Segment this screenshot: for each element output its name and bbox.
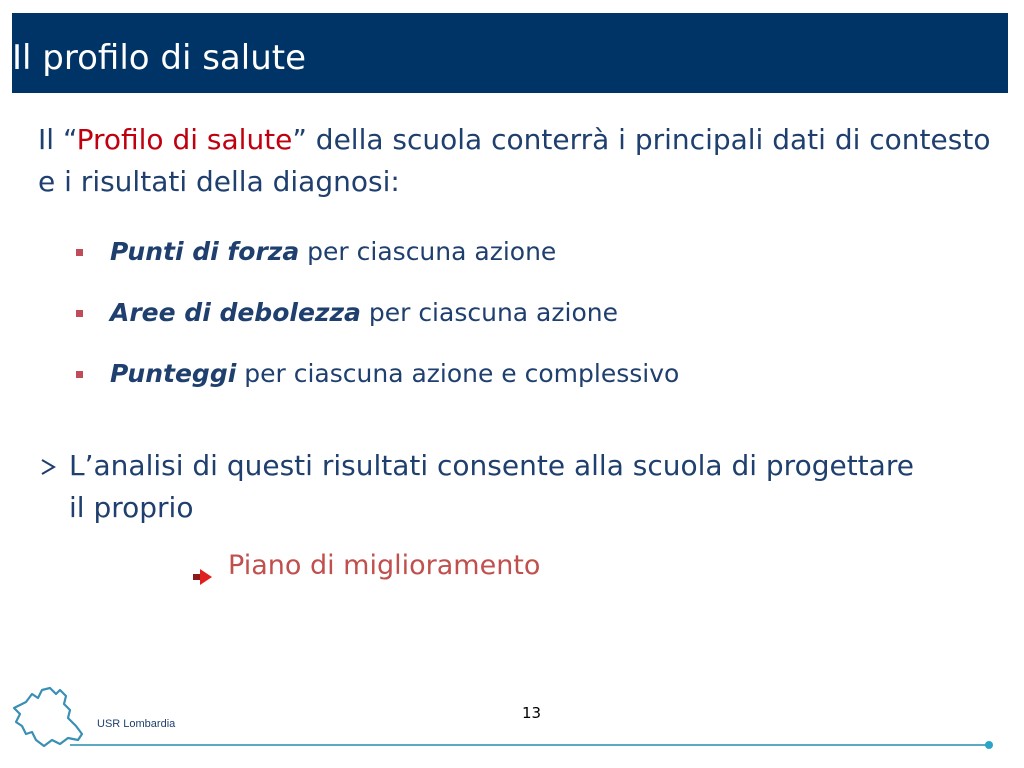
arrowhead-bullet-icon (38, 445, 68, 490)
intro-paragraph (38, 119, 998, 203)
bullet-rest: per ciascuna azione (299, 237, 557, 266)
slide-title: Il profilo di salute (12, 38, 306, 78)
analysis-text: L’analisi di questi risultati consente alla scuola di progettare il proprio (69, 449, 914, 524)
square-bullet-icon (76, 371, 83, 378)
bullet-rest: per ciascuna azione e complessivo (236, 359, 680, 388)
bullet-rest: per ciascuna azione (360, 298, 618, 327)
intro-highlight: Profilo di salute (76, 123, 293, 156)
red-arrow-icon (192, 558, 214, 598)
page-number: 13 (522, 704, 542, 722)
footer-line (70, 744, 992, 746)
bullet-bold: Punti di forza (110, 237, 300, 266)
footer-dot (985, 741, 993, 749)
sub-item-text: Piano di miglioramento (228, 550, 541, 581)
intro-prefix: Il “ (38, 123, 77, 156)
bullet-bold: Aree di debolezza (110, 298, 361, 327)
footer-org: USR Lombardia (97, 718, 176, 730)
intro-suffix: ” della scuola conterrà i principali dati di contesto e i risultati della diagnosi: (38, 123, 991, 198)
bullet-bold: Punteggi (110, 359, 237, 388)
square-bullet-icon (76, 310, 83, 317)
square-bullet-icon (76, 249, 83, 256)
